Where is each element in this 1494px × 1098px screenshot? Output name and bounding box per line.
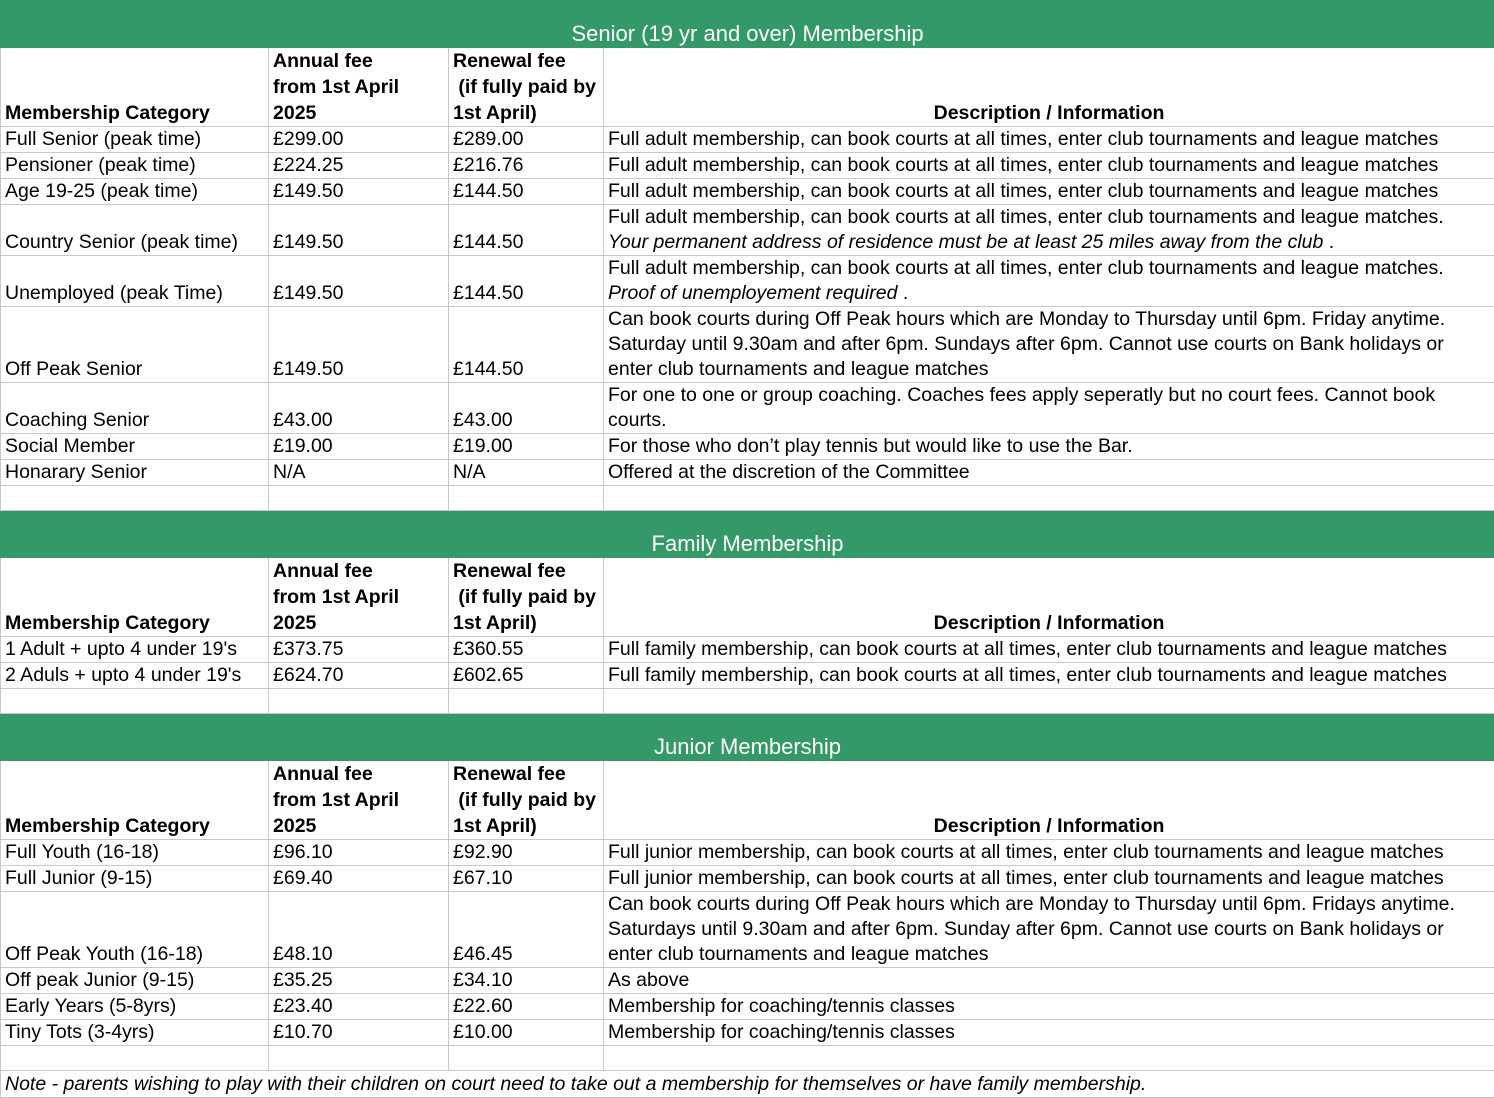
header-line: 2025: [273, 610, 444, 636]
description-text: Full family membership, can book courts at all times, enter club tournaments and league matches: [608, 638, 1447, 660]
empty-cell: [449, 1046, 604, 1071]
category-cell: Tiny Tots (3-4yrs): [1, 1020, 269, 1046]
description-text: Full adult membership, can book courts at all times, enter club tournaments and league matches: [608, 180, 1438, 202]
description-text: As above: [608, 969, 689, 991]
header-line: (if fully paid by: [453, 584, 599, 610]
category-cell: Off Peak Senior: [1, 307, 269, 383]
category-cell: Coaching Senior: [1, 383, 269, 434]
empty-cell: [604, 689, 1494, 714]
category-cell: Full Senior (peak time): [1, 127, 269, 153]
renewal-fee-cell: £92.90: [449, 840, 604, 866]
description-cell: [604, 663, 1494, 689]
table-row: [1, 460, 1494, 486]
table-row: [1, 434, 1494, 460]
header-line: Renewal fee: [453, 48, 599, 74]
header-category: Membership Category: [1, 48, 269, 127]
renewal-fee-cell: £67.10: [449, 866, 604, 892]
renewal-fee-cell: £360.55: [449, 637, 604, 663]
annual-fee-cell: £10.70: [269, 1020, 449, 1046]
empty-cell: [269, 486, 449, 511]
renewal-fee-cell: £22.60: [449, 994, 604, 1020]
header-line: from 1st April: [273, 74, 444, 100]
section-header: [1, 1, 1494, 48]
table-row: [1, 1020, 1494, 1046]
empty-cell: [449, 486, 604, 511]
header-category: Membership Category: [1, 558, 269, 637]
table-row: [1, 840, 1494, 866]
empty-cell: [269, 1046, 449, 1071]
description-cell: [604, 994, 1494, 1020]
category-cell: Full Youth (16-18): [1, 840, 269, 866]
renewal-fee-cell: £46.45: [449, 892, 604, 968]
renewal-fee-cell: £289.00: [449, 127, 604, 153]
header-line: 2025: [273, 813, 444, 839]
empty-cell: [1, 1046, 269, 1071]
description-cell: [604, 127, 1494, 153]
header-renewal-fee: [449, 761, 604, 840]
annual-fee-cell: £35.25: [269, 968, 449, 994]
description-note: Your permanent address of residence must be at least 25 miles away from the club: [608, 231, 1323, 253]
renewal-fee-cell: £144.50: [449, 205, 604, 256]
annual-fee-cell: £149.50: [269, 179, 449, 205]
category-cell: 1 Adult + upto 4 under 19's: [1, 637, 269, 663]
category-cell: Early Years (5-8yrs): [1, 994, 269, 1020]
annual-fee-cell: £299.00: [269, 127, 449, 153]
annual-fee-cell: £69.40: [269, 866, 449, 892]
header-line: Annual fee: [273, 48, 444, 74]
header-annual-fee: [269, 48, 449, 127]
header-renewal-fee: [449, 48, 604, 127]
description-text: Full junior membership, can book courts at all times, enter club tournaments and league matches: [608, 867, 1444, 889]
description-cell: [604, 866, 1494, 892]
annual-fee-cell: £23.40: [269, 994, 449, 1020]
description-text: For one to one or group coaching. Coaches fees apply seperatly but no court fees. Cannot book courts.: [608, 384, 1435, 431]
section-title: Senior (19 yr and over) Membership: [1, 1, 1494, 48]
renewal-fee-cell: £144.50: [449, 307, 604, 383]
description-cell: [604, 153, 1494, 179]
renewal-fee-cell: N/A: [449, 460, 604, 486]
annual-fee-cell: £149.50: [269, 205, 449, 256]
empty-cell: [604, 1046, 1494, 1071]
table-row: [1, 179, 1494, 205]
empty-cell: [1, 486, 269, 511]
category-cell: Age 19-25 (peak time): [1, 179, 269, 205]
table-row: [1, 307, 1494, 383]
renewal-fee-cell: £43.00: [449, 383, 604, 434]
empty-cell: [449, 689, 604, 714]
header-line: Annual fee: [273, 558, 444, 584]
header-line: 1st April): [453, 100, 599, 126]
blank-row: [1, 689, 1494, 714]
annual-fee-cell: £43.00: [269, 383, 449, 434]
blank-row: [1, 1046, 1494, 1071]
table-row: [1, 866, 1494, 892]
header-description: Description / Information: [604, 558, 1494, 637]
description-note: Proof of unemployement required: [608, 282, 897, 304]
header-annual-fee: [269, 558, 449, 637]
description-cell: Full adult membership, can book courts at all times, enter club tournaments and league matches. Proof of unemployement required .: [604, 256, 1494, 307]
header-line: Renewal fee: [453, 761, 599, 787]
renewal-fee-cell: £19.00: [449, 434, 604, 460]
description-cell: [604, 1020, 1494, 1046]
description-text: Full adult membership, can book courts at all times, enter club tournaments and league matches: [608, 154, 1438, 176]
category-cell: Social Member: [1, 434, 269, 460]
renewal-fee-cell: £144.50: [449, 256, 604, 307]
empty-cell: [1, 689, 269, 714]
annual-fee-cell: £624.70: [269, 663, 449, 689]
renewal-fee-cell: £216.76: [449, 153, 604, 179]
renewal-fee-cell: £144.50: [449, 179, 604, 205]
footer-note-row: [1, 1071, 1494, 1098]
table-row: [1, 968, 1494, 994]
category-cell: Pensioner (peak time): [1, 153, 269, 179]
description-cell: [604, 307, 1494, 383]
table-row: [1, 383, 1494, 434]
description-text: Membership for coaching/tennis classes: [608, 1021, 955, 1043]
section-title: Family Membership: [1, 511, 1494, 558]
renewal-fee-cell: £34.10: [449, 968, 604, 994]
description-text: Full adult membership, can book courts at all times, enter club tournaments and league matches.: [608, 257, 1444, 279]
header-annual-fee: [269, 761, 449, 840]
description-text: Can book courts during Off Peak hours which are Monday to Thursday until 6pm. Friday anytime. Saturday until 9.30am and after 6pm. Sundays after 6pm. Cannot use courts on Bank holidays or enter club tournaments and league matches: [608, 308, 1445, 380]
table-row: [1, 205, 1494, 256]
empty-cell: [604, 486, 1494, 511]
annual-fee-cell: £373.75: [269, 637, 449, 663]
description-cell: [604, 840, 1494, 866]
description-text: Can book courts during Off Peak hours which are Monday to Thursday until 6pm. Fridays anytime. Saturdays until 9.30am and after 6pm. Sunday after 6pm. Cannot use courts on Bank holidays or enter club tournaments and league matches: [608, 893, 1455, 965]
table-row: [1, 127, 1494, 153]
description-cell: [604, 383, 1494, 434]
column-header-row: [1, 761, 1494, 840]
table-row: [1, 153, 1494, 179]
annual-fee-cell: £19.00: [269, 434, 449, 460]
annual-fee-cell: £149.50: [269, 256, 449, 307]
category-cell: Full Junior (9-15): [1, 866, 269, 892]
header-line: 1st April): [453, 610, 599, 636]
table-row: [1, 892, 1494, 968]
category-cell: Honarary Senior: [1, 460, 269, 486]
description-cell: [604, 968, 1494, 994]
section-header: [1, 511, 1494, 558]
description-text: Full adult membership, can book courts at all times, enter club tournaments and league matches: [608, 128, 1438, 150]
column-header-row: [1, 558, 1494, 637]
renewal-fee-cell: £10.00: [449, 1020, 604, 1046]
description-cell: [604, 179, 1494, 205]
table-row: [1, 994, 1494, 1020]
description-cell: [604, 637, 1494, 663]
header-description: Description / Information: [604, 761, 1494, 840]
description-cell: Full adult membership, can book courts at all times, enter club tournaments and league matches. Your permanent address of residence must be at least 25 miles away from the club .: [604, 205, 1494, 256]
section-header: [1, 714, 1494, 761]
category-cell: Unemployed (peak Time): [1, 256, 269, 307]
annual-fee-cell: £224.25: [269, 153, 449, 179]
column-header-row: [1, 48, 1494, 127]
description-cell: [604, 434, 1494, 460]
table-row: [1, 637, 1494, 663]
category-cell: Off Peak Youth (16-18): [1, 892, 269, 968]
category-cell: Off peak Junior (9-15): [1, 968, 269, 994]
header-line: from 1st April: [273, 584, 444, 610]
blank-row: [1, 486, 1494, 511]
footer-note: Note - parents wishing to play with their children on court need to take out a membership for themselves or have family membership.: [1, 1071, 1494, 1098]
table-row: [1, 663, 1494, 689]
header-line: (if fully paid by: [453, 74, 599, 100]
annual-fee-cell: £48.10: [269, 892, 449, 968]
category-cell: Country Senior (peak time): [1, 205, 269, 256]
annual-fee-cell: £96.10: [269, 840, 449, 866]
category-cell: 2 Aduls + upto 4 under 19's: [1, 663, 269, 689]
header-line: Renewal fee: [453, 558, 599, 584]
description-text: Offered at the discretion of the Committee: [608, 461, 970, 483]
description-text: Full family membership, can book courts at all times, enter club tournaments and league matches: [608, 664, 1447, 686]
header-renewal-fee: [449, 558, 604, 637]
table-row: [1, 256, 1494, 307]
description-text: Full junior membership, can book courts at all times, enter club tournaments and league matches: [608, 841, 1444, 863]
description-text: Full adult membership, can book courts at all times, enter club tournaments and league matches.: [608, 206, 1444, 228]
annual-fee-cell: £149.50: [269, 307, 449, 383]
header-line: 1st April): [453, 813, 599, 839]
renewal-fee-cell: £602.65: [449, 663, 604, 689]
description-cell: [604, 460, 1494, 486]
header-line: Annual fee: [273, 761, 444, 787]
description-text: For those who don’t play tennis but would like to use the Bar.: [608, 435, 1133, 457]
section-title: Junior Membership: [1, 714, 1494, 761]
header-line: (if fully paid by: [453, 787, 599, 813]
description-cell: [604, 892, 1494, 968]
annual-fee-cell: N/A: [269, 460, 449, 486]
header-category: Membership Category: [1, 761, 269, 840]
header-line: 2025: [273, 100, 444, 126]
header-description: Description / Information: [604, 48, 1494, 127]
description-text: Membership for coaching/tennis classes: [608, 995, 955, 1017]
header-line: from 1st April: [273, 787, 444, 813]
empty-cell: [269, 689, 449, 714]
